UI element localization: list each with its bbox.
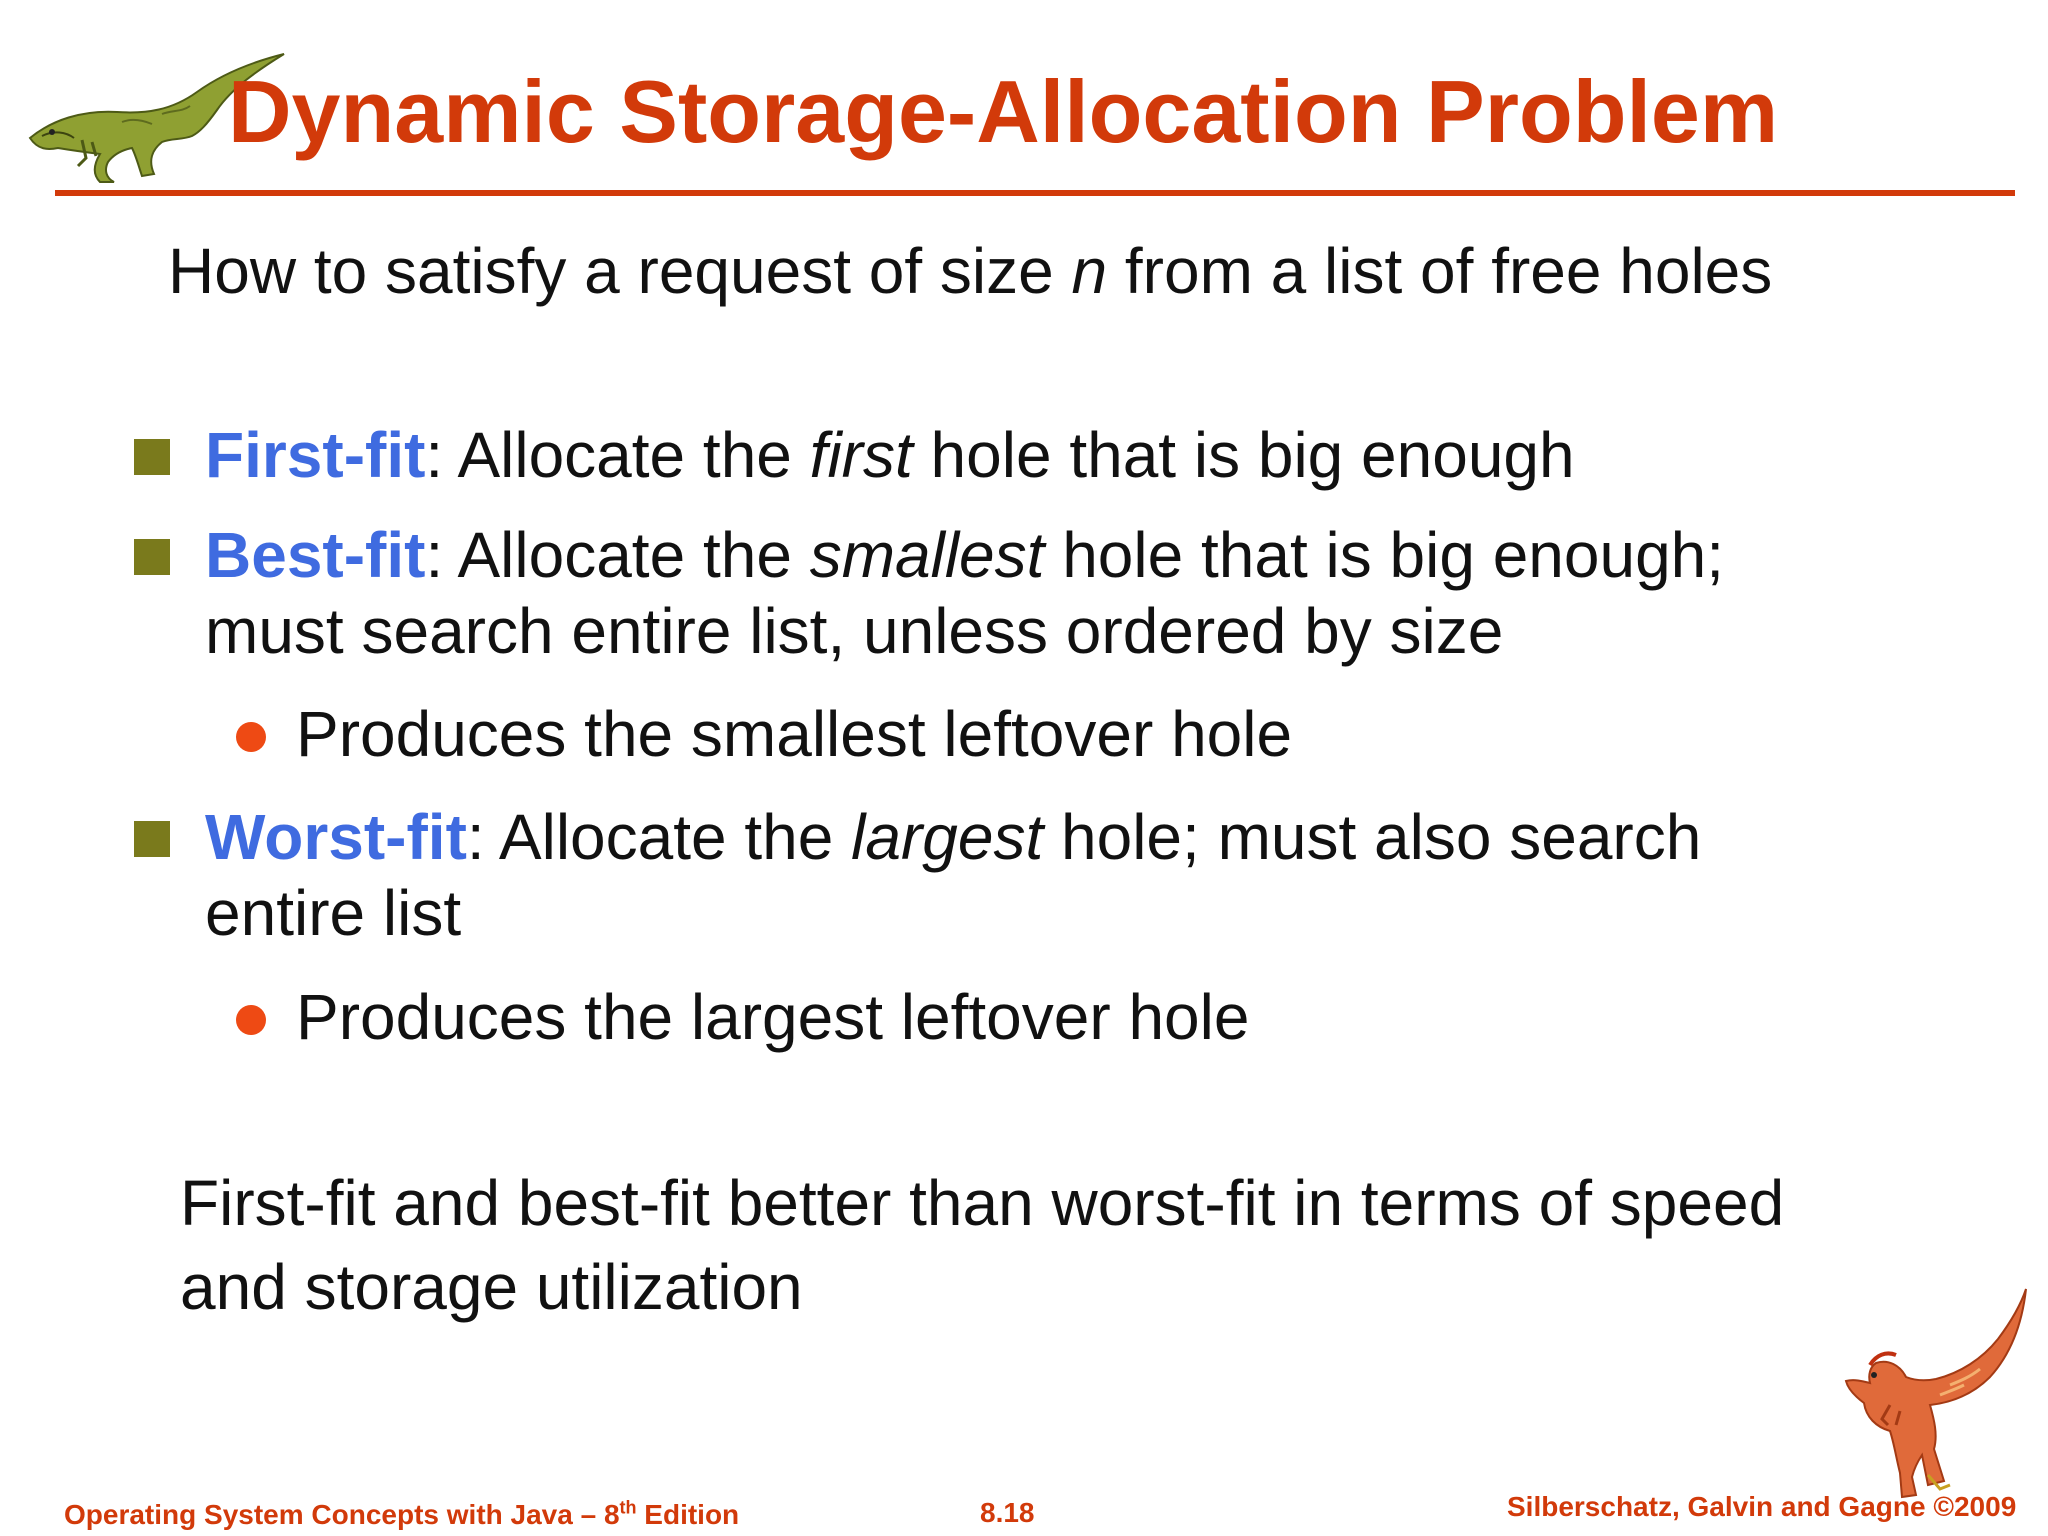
keyword-best-fit: Best-fit xyxy=(205,519,426,591)
intro-pre: How to satisfy a request of size xyxy=(168,235,1072,307)
bullet-text: hole that is big enough xyxy=(912,419,1575,491)
square-bullet-icon xyxy=(134,539,170,575)
bullet-first-fit xyxy=(205,418,1575,492)
bullet-text: hole; must also search xyxy=(1043,801,1702,873)
bullet-text: : Allocate the xyxy=(466,801,852,873)
keyword-first-fit: First-fit xyxy=(205,419,426,491)
bullet-text: : Allocate the xyxy=(425,519,810,591)
square-bullet-icon xyxy=(134,439,170,475)
bullet-worst-fit-continuation: entire list xyxy=(205,877,462,949)
title-divider xyxy=(55,190,2015,196)
footer-left-text: Edition xyxy=(636,1499,740,1530)
round-bullet-icon xyxy=(236,722,266,752)
slide-number: 8.18 xyxy=(980,1497,1035,1528)
round-bullet-icon xyxy=(236,1005,266,1035)
keyword-worst-fit: Worst-fit xyxy=(205,801,467,873)
footer-superscript: th xyxy=(619,1497,637,1518)
bullet-text: hole that is big enough; xyxy=(1044,519,1725,591)
footer-left-text: Operating System Concepts with Java – 8 xyxy=(64,1499,620,1530)
intro-text xyxy=(168,234,1772,308)
intro-post: from a list of free holes xyxy=(1107,235,1773,307)
bullet-best-fit-continuation: must search entire list, unless ordered by size xyxy=(205,595,1504,667)
square-bullet-icon xyxy=(134,821,170,857)
bullet-best-fit xyxy=(205,518,1724,592)
conclusion-line-2: and storage utilization xyxy=(180,1251,803,1323)
red-dinosaur-icon xyxy=(1830,1285,2030,1500)
bullet-text: : Allocate the xyxy=(425,419,810,491)
intro-variable: n xyxy=(1071,235,1108,307)
emphasis-text: first xyxy=(809,419,913,491)
footer-book-title xyxy=(64,1498,739,1532)
sub-bullet-best-fit: Produces the smallest leftover hole xyxy=(296,698,1293,770)
sub-bullet-worst-fit: Produces the largest leftover hole xyxy=(296,981,1250,1053)
footer-authors: Silberschatz, Galvin and Gagne ©2009 xyxy=(1507,1491,2017,1522)
conclusion-line-1: First-fit and best-fit better than worst-fit in terms of speed xyxy=(180,1167,1785,1239)
emphasis-text: largest xyxy=(851,801,1044,873)
bullet-worst-fit xyxy=(205,800,1701,874)
emphasis-text: smallest xyxy=(809,519,1045,591)
slide-title: Dynamic Storage-Allocation Problem xyxy=(228,62,1779,161)
